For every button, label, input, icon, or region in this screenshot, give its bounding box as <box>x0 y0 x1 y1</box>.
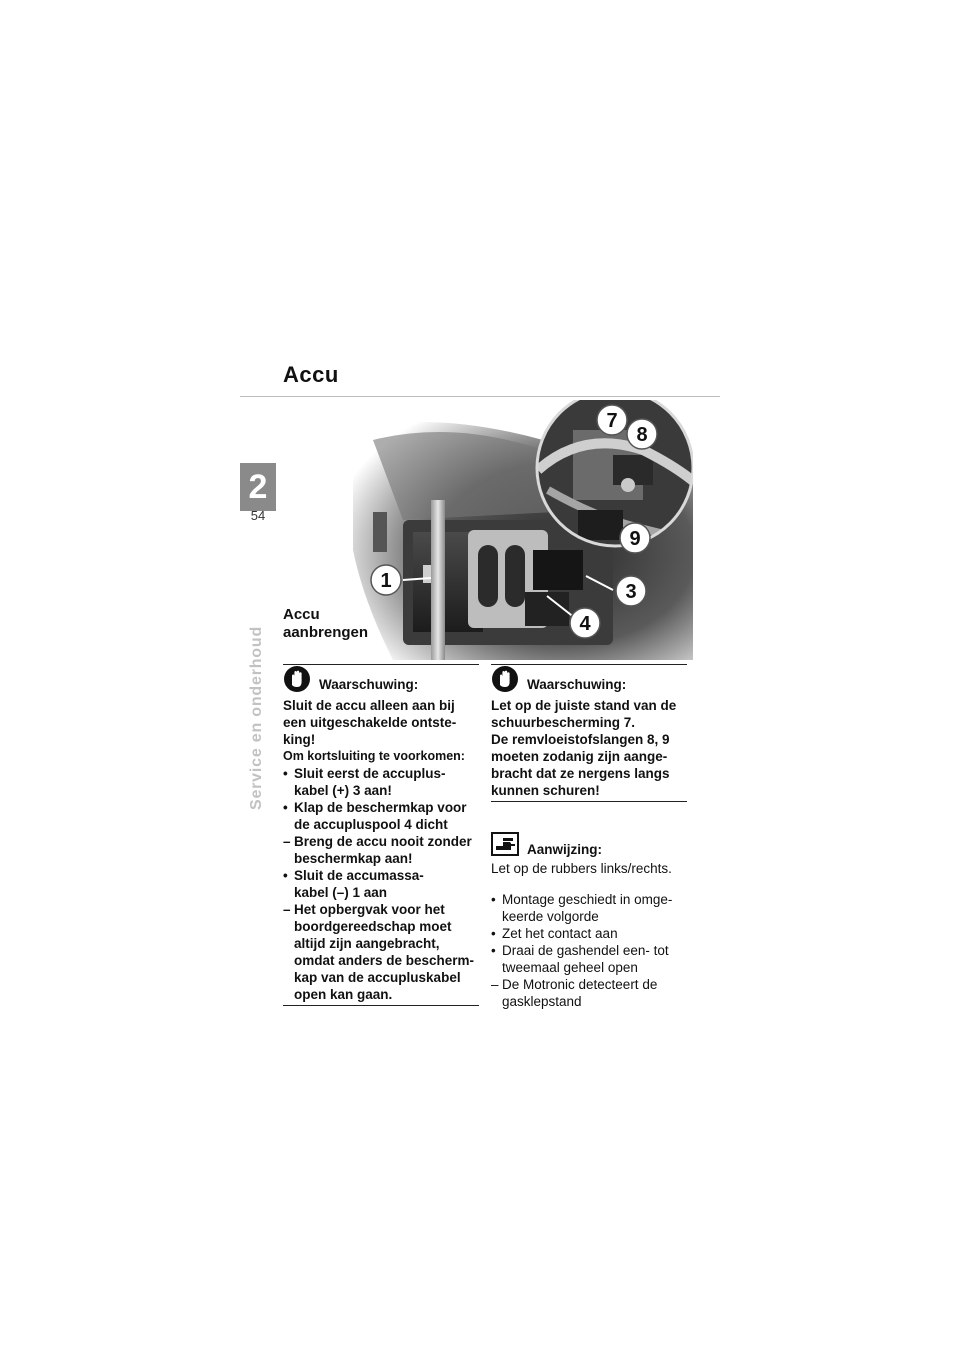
list-item: – Breng de accu nooit zonder beschermkap aan! <box>283 834 472 866</box>
left-warning-heading <box>283 671 479 693</box>
note-hand-icon <box>491 830 519 858</box>
note-text: Let op de rubbers links/rechts. <box>491 861 672 876</box>
chapter-number: 2 <box>240 463 276 511</box>
warning-line: king! <box>283 732 316 747</box>
warning-line: schuurbescherming 7. <box>491 715 636 730</box>
note-heading <box>491 828 687 858</box>
figure-caption-line: Accu <box>283 606 320 623</box>
warning-line: moeten zodanig zijn aange- <box>491 749 668 764</box>
list-item: • Draai de gashendel een- tot tweemaal geheel open <box>491 943 669 975</box>
list-item: • Montage geschiedt in omge- keerde volgorde <box>491 892 673 924</box>
list-item: – De Motronic detecteert de gasklepstand <box>491 977 658 1009</box>
page-number: 54 <box>250 508 266 523</box>
warning-top-rule <box>491 664 687 665</box>
warning-line: Sluit de accu alleen aan bij <box>283 698 455 713</box>
figure-caption-line: aanbrengen <box>283 624 369 641</box>
right-warning-heading <box>491 671 687 693</box>
warning-line: De remvloeistofslangen 8, 9 <box>491 732 670 747</box>
steps-list <box>491 891 687 1010</box>
left-warning-body <box>283 697 479 1003</box>
svg-text:1: 1 <box>380 570 392 592</box>
page-title: Accu <box>283 362 339 387</box>
list-item: • Sluit eerst de accuplus- kabel (+) 3 aan! <box>283 766 446 798</box>
warning-line: Om kortsluiting te voorkomen: <box>283 749 465 763</box>
list-item: • Sluit de accumassa- kabel (–) 1 aan <box>283 868 424 900</box>
callout-7 <box>597 405 627 435</box>
svg-text:7: 7 <box>606 410 618 432</box>
right-warning-body <box>491 697 687 799</box>
figure-caption <box>283 606 368 642</box>
hand-stop-icon <box>491 665 519 693</box>
callout-9 <box>620 523 650 553</box>
left-column <box>283 664 479 1006</box>
hand-stop-icon <box>283 665 311 693</box>
warning-line: kunnen schuren! <box>491 783 600 798</box>
left-warning-title: Waarschuwing: <box>319 677 419 692</box>
title-divider <box>240 396 720 397</box>
svg-text:3: 3 <box>625 581 637 603</box>
callout-8 <box>627 419 657 449</box>
list-item: • Zet het contact aan <box>491 926 618 941</box>
svg-text:9: 9 <box>629 528 641 550</box>
warning-bottom-rule <box>283 1005 479 1006</box>
right-column <box>491 664 687 1010</box>
callout-3 <box>616 576 646 606</box>
callout-4 <box>570 608 600 638</box>
list-item: • Klap de beschermkap voor de accupluspool 4 dicht <box>283 800 467 832</box>
warning-line: Let op de juiste stand van de <box>491 698 677 713</box>
list-item: – Het opbergvak voor het boordgereedschap moet altijd zijn aangebracht, omdat anders de bescherm- kap van de accupluskabel open kan gaan. <box>283 902 475 1002</box>
warning-top-rule <box>283 664 479 665</box>
right-warning-title: Waarschuwing: <box>527 677 627 692</box>
svg-text:4: 4 <box>579 613 591 635</box>
warning-line: een uitgeschakelde ontste- <box>283 715 457 730</box>
callout-1 <box>371 565 401 595</box>
svg-text:8: 8 <box>636 424 648 446</box>
note-title: Aanwijzing: <box>527 842 602 857</box>
warning-line: bracht dat ze nergens langs <box>491 766 670 781</box>
section-sidebar-label: Service en onderhoud <box>248 625 265 811</box>
